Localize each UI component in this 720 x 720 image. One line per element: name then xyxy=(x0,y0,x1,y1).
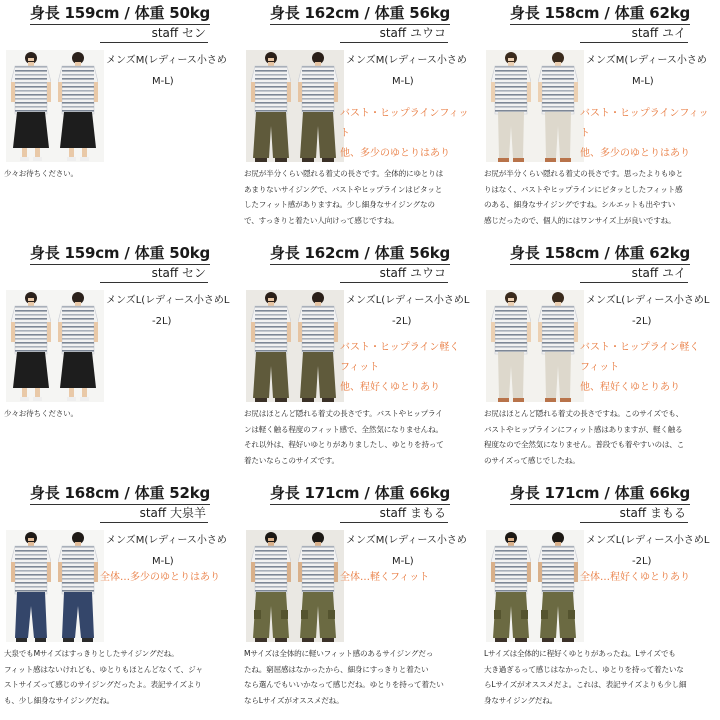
size-label xyxy=(346,290,478,332)
review-description xyxy=(4,166,236,182)
description-line: なら選んでもいいかなって感じだね。ゆとりを持って着たい xyxy=(244,680,444,689)
size-label-line: メンズM(レディース小さめ xyxy=(106,55,227,66)
size-review-card xyxy=(480,480,720,720)
size-review-card xyxy=(240,240,480,480)
staff-name: staff 大泉羊 xyxy=(139,506,206,520)
size-label xyxy=(586,290,718,332)
model-photo xyxy=(6,290,104,402)
staff-name: staff ユイ xyxy=(631,266,686,280)
description-line: 程度なので全然気になりません。普段でも着やすいのは、こ xyxy=(484,440,685,449)
size-review-card xyxy=(0,240,240,480)
size-label-line: メンズM(レディース小さめ xyxy=(106,535,227,546)
description-line: したフィット感がありますね。少し細身なサイジングなの xyxy=(244,200,435,209)
size-label xyxy=(106,530,238,572)
staff-divider xyxy=(340,42,448,43)
height-weight-heading: 身長 159cm / 体重 50kg xyxy=(29,4,211,22)
size-label-line: メンズM(レディース小さめ xyxy=(346,535,467,546)
size-review-card xyxy=(0,480,240,720)
staff-name: staff まもる xyxy=(619,506,686,520)
description-line: ンは軽く触る程度のフィット感で、全然気になりませんね。 xyxy=(244,424,443,434)
review-description xyxy=(244,166,476,228)
description-line: 大泉でもMサイズはすっきりとしたサイジングだね。 xyxy=(4,649,179,658)
review-description xyxy=(4,646,236,708)
staff-name: staff ユイ xyxy=(631,26,686,40)
fit-note-line: 全体…多少のゆとりはあり xyxy=(100,572,220,583)
size-label-line: メンズL(レディース小さめL xyxy=(586,295,710,306)
fit-note-line: 他、程好くゆとりあり xyxy=(580,382,680,393)
description-line: のある、細身なサイジングですね。シルエットも出やすい xyxy=(484,200,676,209)
description-line: のサイズって感じでしたね。 xyxy=(484,455,580,465)
height-weight-heading: 身長 162cm / 体重 56kg xyxy=(269,4,451,22)
description-line: 少々お待ちください。 xyxy=(4,409,78,418)
fit-notes xyxy=(580,338,718,398)
staff-divider xyxy=(580,522,688,523)
description-line: お尻が半分くらい隠れる着丈の長さです。思ったよりもゆと xyxy=(484,169,684,178)
size-label-line: メンズL(レディース小さめL xyxy=(106,295,230,306)
size-label-range: -2L) xyxy=(152,316,172,327)
staff-divider xyxy=(580,282,688,283)
height-weight-heading: 身長 158cm / 体重 62kg xyxy=(509,4,691,22)
description-line: ならLサイズがオススメだね。 xyxy=(244,695,344,705)
size-review-card xyxy=(240,0,480,240)
fit-notes xyxy=(100,568,238,588)
size-label xyxy=(346,50,478,92)
fit-note-line: バスト・ヒップライン軽く xyxy=(340,342,460,353)
height-weight-heading: 身長 171cm / 体重 66kg xyxy=(269,484,451,502)
size-label-range: M-L) xyxy=(152,76,174,87)
fit-notes xyxy=(340,568,478,588)
staff-divider xyxy=(340,522,448,523)
fit-note-line: 他、多少のゆとりはあり xyxy=(340,148,450,159)
fit-notes xyxy=(580,104,718,164)
staff-name: staff セン xyxy=(151,266,206,280)
fit-note-line: フィット xyxy=(580,362,620,373)
description-line: Mサイズは全体的に軽いフィット感のあるサイジングだっ xyxy=(244,649,434,658)
description-line: お尻はほとんど隠れる着丈の長さです。バストやヒップライ xyxy=(244,409,443,418)
description-line: も、少し細身なサイジングだね。 xyxy=(4,695,115,705)
height-weight-heading: 身長 159cm / 体重 50kg xyxy=(29,244,211,262)
description-line: 着たいならこのサイズです。 xyxy=(244,455,339,465)
fit-note-line: 他、多少のゆとりはあり xyxy=(580,148,690,159)
model-photo xyxy=(246,290,344,402)
fit-note-line: バスト・ヒップライン軽く xyxy=(580,342,700,353)
size-label xyxy=(106,50,238,92)
staff-name: staff ユウコ xyxy=(379,266,446,280)
description-line: 感じだったので、個人的にはワンサイズ上が良いですね。 xyxy=(484,215,676,225)
size-label-range: -2L) xyxy=(632,556,652,567)
staff-divider xyxy=(100,42,208,43)
fit-notes xyxy=(580,568,718,588)
fit-notes xyxy=(340,104,478,164)
size-label-line: メンズL(レディース小さめL xyxy=(586,535,710,546)
description-line: お尻はほとんど隠れる着丈の長さですね。このサイズでも、 xyxy=(484,409,684,418)
size-label-range: M-L) xyxy=(392,556,414,567)
description-line: りはなく、バストやヒップラインにピタッとしたフィット感 xyxy=(484,184,683,194)
fit-note-line: 他、程好くゆとりあり xyxy=(340,382,440,393)
description-line: たね。窮屈感はなかったから、細身にすっきりと着たい xyxy=(244,664,429,674)
size-label xyxy=(586,50,718,92)
size-review-card xyxy=(480,240,720,480)
size-label-line: メンズL(レディース小さめL xyxy=(346,295,470,306)
size-label xyxy=(586,530,718,572)
size-label xyxy=(106,290,238,332)
review-description xyxy=(484,166,716,228)
review-description xyxy=(244,646,476,708)
description-line: フィット感はないけれども、ゆとりもほとんどなくて、ジャ xyxy=(4,664,203,674)
size-label-range: M-L) xyxy=(632,76,654,87)
fit-note-line: バスト・ヒップラインフィット xyxy=(340,108,469,139)
staff-divider xyxy=(100,282,208,283)
description-line: 身なサイジングだね。 xyxy=(484,695,558,705)
height-weight-heading: 身長 162cm / 体重 56kg xyxy=(269,244,451,262)
description-line: ストサイズって感じのサイジングだったよ。表記サイズより xyxy=(4,680,202,689)
description-line: Lサイズは全体的に程好くゆとりがあったね。Lサイズでも xyxy=(484,649,676,658)
height-weight-heading: 身長 168cm / 体重 52kg xyxy=(29,484,211,502)
review-description xyxy=(484,406,716,468)
model-photo xyxy=(486,50,584,162)
description-line: らLサイズがオススメだよ。これは、表記サイズよりも少し細 xyxy=(484,680,687,689)
fit-note-line: 全体…軽くフィット xyxy=(340,572,430,583)
size-review-card xyxy=(240,480,480,720)
description-line: お尻が半分くらい隠れる着丈の長さです。全体的にゆとりは xyxy=(244,169,444,178)
review-description xyxy=(244,406,476,468)
description-line: あまりないサイジングで、バストやヒップラインはピタッと xyxy=(244,184,443,194)
model-photo xyxy=(486,530,584,642)
description-line: 少々お待ちください。 xyxy=(4,169,78,178)
fit-note-line: 全体…程好くゆとりあり xyxy=(580,572,690,583)
size-label-range: -2L) xyxy=(392,316,412,327)
size-label-range: -2L) xyxy=(632,316,652,327)
model-photo xyxy=(246,50,344,162)
model-photo xyxy=(6,50,104,162)
model-photo xyxy=(486,290,584,402)
fit-note-line: フィット xyxy=(340,362,380,373)
size-label-range: M-L) xyxy=(152,556,174,567)
description-line: で、すっきりと着たい人向けって感じですね。 xyxy=(244,215,399,225)
fit-note-line: バスト・ヒップラインフィット xyxy=(580,108,709,139)
staff-name: staff まもる xyxy=(379,506,446,520)
height-weight-heading: 身長 158cm / 体重 62kg xyxy=(509,244,691,262)
description-line: 大き過ぎるって感じはなかったし、ゆとりを持って着たいな xyxy=(484,664,684,674)
staff-name: staff ユウコ xyxy=(379,26,446,40)
size-review-card xyxy=(0,0,240,240)
model-photo xyxy=(246,530,344,642)
staff-divider xyxy=(100,522,208,523)
fit-notes xyxy=(340,338,478,398)
size-label-line: メンズM(レディース小さめ xyxy=(346,55,467,66)
description-line: それ以外は、程好いゆとりがありましたし、ゆとりを持って xyxy=(244,440,444,449)
size-label xyxy=(346,530,478,572)
size-review-card xyxy=(480,0,720,240)
staff-divider xyxy=(340,282,448,283)
model-photo xyxy=(6,530,104,642)
size-label-line: メンズM(レディース小さめ xyxy=(586,55,707,66)
staff-divider xyxy=(580,42,688,43)
review-description xyxy=(484,646,716,708)
size-label-range: M-L) xyxy=(392,76,414,87)
review-description xyxy=(4,406,236,422)
staff-name: staff セン xyxy=(151,26,206,40)
height-weight-heading: 身長 171cm / 体重 66kg xyxy=(509,484,691,502)
description-line: バストやヒップラインにフィット感はありますが、軽く触る xyxy=(484,424,683,434)
